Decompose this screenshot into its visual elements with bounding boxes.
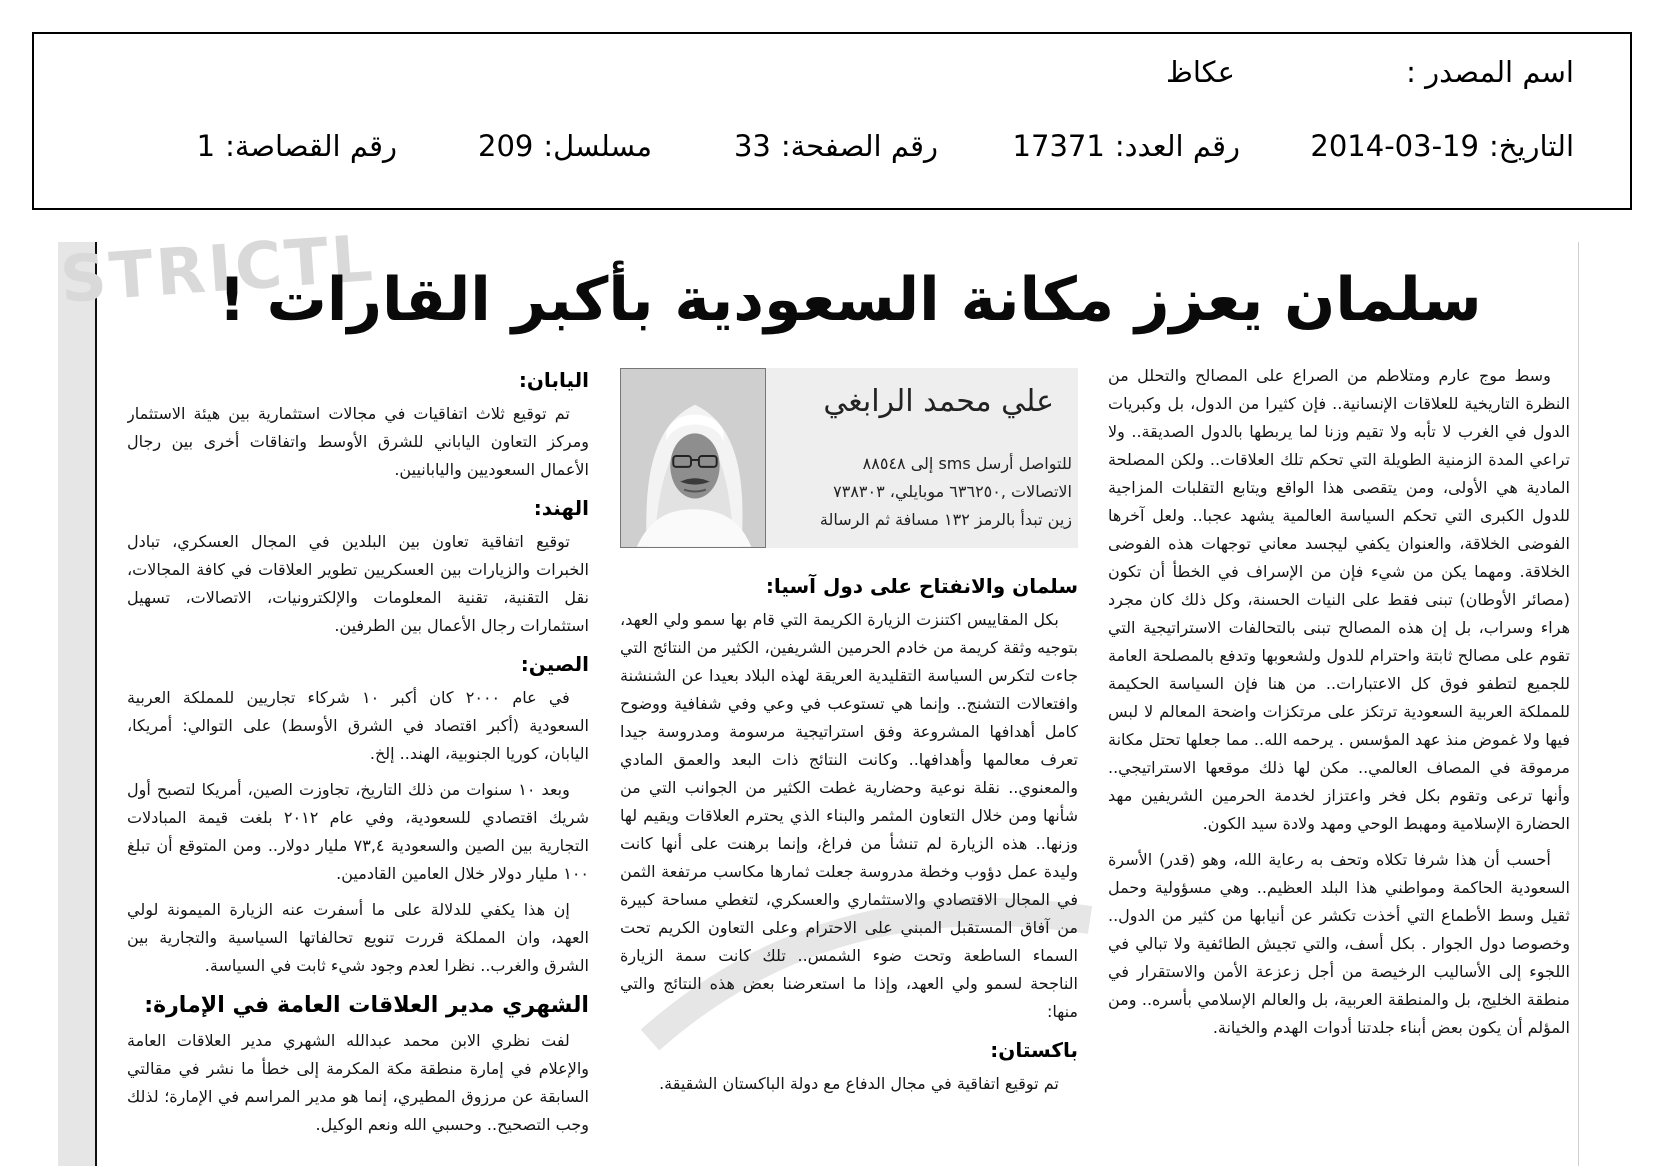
paragraph: بكل المقاييس اكتنزت الزيارة الكريمة التي قام بها سمو ولي العهد، بتوجيه وثقة كريمة من خادم الحرمين الشريفين، الكثير من النتائج التي جاءت لتكرس السياسة التقليدية العريقة لهذه البلاد بعيدا عن الشنشنة وافتعالات التشنج.. وإنما هي تستوعب في وعي وفي شفافية ووضوح كامل أهدافها المشروعة وفق استراتيجية مرسومة ومدروسة جيدا تعرف معالمها وأهدافها.. وكانت النتائج ذات البعد والعمق المادي والمعنوي.. نقلة نوعية وحضارية غطت الكثير من الجوانب التي من شأنها ومن خلال التعاون المثمر والبناء الذي يحترم العلاقات ويقيم لها وزنها.. هذه الزيارة لم تنشأ من فراغ، وإنما برهنت على أنها كانت وليدة عمل دؤوب وخطة مدروسة جعلت ثمارها مكاسب مرتفعة الثمن في المجال الاقتصادي والاستثماري والعسكري، لتغطي مساحة كبيرة من آفاق المستقبل المبني على الاحترام وعلى التعاون الكريم تحت السماء الساطعة وتحت ضوء الشمس.. تلك كانت سمة الزيارة الناجحة لسمو ولي العهد، وإذا ما استعرضنا بعض هذه النتائج والتي منها: <box>620 610 1078 1021</box>
paragraph: تم توقيع ثلاث اتفاقيات في مجالات استثمارية بين هيئة الاستثمار ومركز التعاون الياباني للشرق الأوسط واتفاقات أخرى بين رجال الأعمال السعوديين واليابانيين. <box>127 404 589 479</box>
section-heading-pakistan: باكستان: <box>990 1038 1078 1062</box>
author-portrait-icon <box>621 369 765 547</box>
page-label: رقم الصفحة: <box>780 129 938 163</box>
contact-line: الاتصالات ,٦٣٦٢٥٠ موبايلي، ٧٣٨٣٠٣ <box>833 482 1072 501</box>
contact-line: زين تبدأ بالرمز ١٣٢ مسافة ثم الرسالة <box>819 510 1072 529</box>
paragraph: وبعد ١٠ سنوات من ذلك التاريخ، تجاوزت الصين، أمريكا لتصبح أول شريك اقتصادي للسعودية، وفي عام ٢٠١٢ بلغت قيمة المبادلات التجارية بين الصين والسعودية ٧٣,٤ مليار دولار.. ومن المتوقع أن تبلغ ١٠٠ مليار دولار خلال العامين القادمين. <box>127 780 589 883</box>
author-photo <box>620 368 766 548</box>
section-heading-india: الهند: <box>533 496 589 520</box>
issue-field <box>1013 126 1240 166</box>
section-heading-correction: الشهري مدير العلاقات العامة في الإمارة: <box>144 993 589 1018</box>
serial-field <box>478 126 652 166</box>
column-border-left <box>95 242 97 1166</box>
serial-value: 209 <box>478 129 534 163</box>
column-left <box>127 358 589 1162</box>
paragraph: وسط موج عارم ومتلاطم من الصراع على المصالح والتحلل من النظرة التاريخية للعلاقات الإنسانية.. فإن كثيرا من الدول، بل وكبريات الدول في الغرب لا تأبه ولا تقيم وزنا لما يربطها بالدول الصديقة.. ولا تراعي المدة الزمنية الطويلة التي تحكم تلك العلاقات.. ولكن المصلحة المادية هي الأولى، ومن يتقصى هذا الواقع ويتابع التقلبات المزاجية للدول الكبرى التي تحكم السياسة العالمية يشهد عجبا.. ولعل آخرها الفوضى الخلاقة، والعنوان يكفي ليجسد معاني توجهات هذه الفوضى الخلاقة. ومهما يكن من شيء فإن من الإسراف في الخطأ أن تكون (مصائر الأوطان) تبنى فقط على النيات الحسنة، وكل ذلك كان مجرد هراء وسراب، بل إن هذه المصالح تبنى بالتحالفات الاستراتيجية التي تقوم على مصالح ثابتة واحترام للدول ولشعوبها وتدفع بالمصلحة العامة للجميع لتطفو فوق كل الاعتبارات.. من هنا فإن السياسة الحكيمة للمملكة العربية السعودية ترتكز على مرتكزات واضحة المعالم لا لبس فيها ولا غموض منذ عهد المؤسس . يرحمه الله.. مما جعلها تحتل مكانة مرموقة في المصاف العالمي.. مكن لها ذلك موقعها الاستراتيجي.. وأنها ترعى وتقوم بكل فخر واعتزاز لخدمة الحرمين الشريفين مهد الحضارة الإسلامية ومهبط الوحي ومهد ولادة سيد الكون. <box>1108 366 1570 833</box>
clip-field <box>197 126 397 166</box>
date-value: 2014-03-19 <box>1310 129 1479 163</box>
date-field <box>1310 126 1574 166</box>
column-border-right <box>1578 242 1579 1166</box>
source-value-field <box>1166 52 1235 92</box>
page-field <box>734 126 938 166</box>
headline: سلمان يعزز مكانة السعودية بأكبر القارات ! <box>218 265 1482 335</box>
issue-label: رقم العدد: <box>1114 129 1240 163</box>
paragraph: في عام ٢٠٠٠ كان أكبر ١٠ شركاء تجاريين للمملكة العربية السعودية (أكبر اقتصاد في الشرق الأوسط) على التوالي: أمريكا، اليابان، كوريا الجنوبية، الهند.. إلخ. <box>127 688 589 763</box>
paragraph: توقيع اتفاقية تعاون بين البلدين في المجال العسكري، تبادل الخبرات والزيارات بين العسكريين تطوير العلاقات في كافة المجالات، نقل التقنية، تقنية المعلومات والإلكترونيات، الاتصالات، تسهيل استثمارات رجال الأعمال بين الطرفين. <box>127 532 589 635</box>
column-middle <box>620 368 1078 1162</box>
source-info-box <box>32 32 1632 210</box>
author-contact <box>820 450 1072 534</box>
paragraph: أحسب أن هذا شرفا تكلاه وتحف به رعاية الله، وهو (قدر) الأسرة السعودية الحاكمة ومواطني هذا البلد العظيم.. وهي مسؤولية وحمل ثقيل وسط الأطماع التي أخذت تكشر عن أنيابها من كثير من الدول.. وخصوصا دول الجوار . بكل أسف، والتي تجيش الطائفية ولا تبالي في اللجوء إلى الأساليب الرخيصة من أجل زعزعة الأمن والاستقرار في منطقة الخليج، بل والمنطقة العربية، بل والعالم الإسلامي بأسره.. ومن المؤلم أن يكون بعض أبناء جلدتنا أدوات الهدم والخيانة. <box>1108 850 1570 1037</box>
section-heading-asia: سلمان والانفتاح على دول آسيا: <box>765 574 1078 598</box>
margin-strip <box>58 242 95 1166</box>
author-box <box>620 368 1078 548</box>
section-heading-japan: اليابان: <box>518 368 589 392</box>
clip-value: 1 <box>196 129 216 163</box>
paragraph: تم توقيع اتفاقية في مجال الدفاع مع دولة الباكستان الشقيقة. <box>659 1074 1059 1093</box>
clip-label: رقم القصاصة: <box>225 129 397 163</box>
column-right <box>1108 362 1570 1162</box>
section-heading-china: الصين: <box>520 652 589 676</box>
paragraph: إن هذا يكفي للدلالة على ما أسفرت عنه الزيارة الميمونة لولي العهد، وان المملكة قررت تنويع تحالفاتها السياسية والتجارية بين الشرق والغرب.. نظرا لعدم وجود شيء ثابت في السياسة. <box>127 900 589 975</box>
page-value: 33 <box>733 129 771 163</box>
date-label: التاريخ: <box>1488 129 1574 163</box>
author-name: علي محمد الرابغي <box>823 384 1054 419</box>
source-field <box>1406 52 1574 92</box>
issue-value: 17371 <box>1012 129 1105 163</box>
paragraph: لفت نظري الابن محمد عبدالله الشهري مدير العلاقات العامة والإعلام في إمارة منطقة مكة المكرمة إلى خطأ ما نشر في مقالتي السابقة عن مرزوق المطيري، إنما هو مدير المراسم في الإمارة؛ لذلك وجب التصحيح.. وحسبي الله ونعم الوكيل. <box>127 1031 589 1135</box>
serial-label: مسلسل: <box>543 129 652 163</box>
source-label: اسم المصدر : <box>1406 55 1574 89</box>
watermark-stamp: STRICTL <box>58 222 378 318</box>
source-value: عكاظ <box>1166 55 1235 89</box>
contact-line: للتواصل أرسل sms إلى ٨٨٥٤٨ <box>862 454 1072 473</box>
